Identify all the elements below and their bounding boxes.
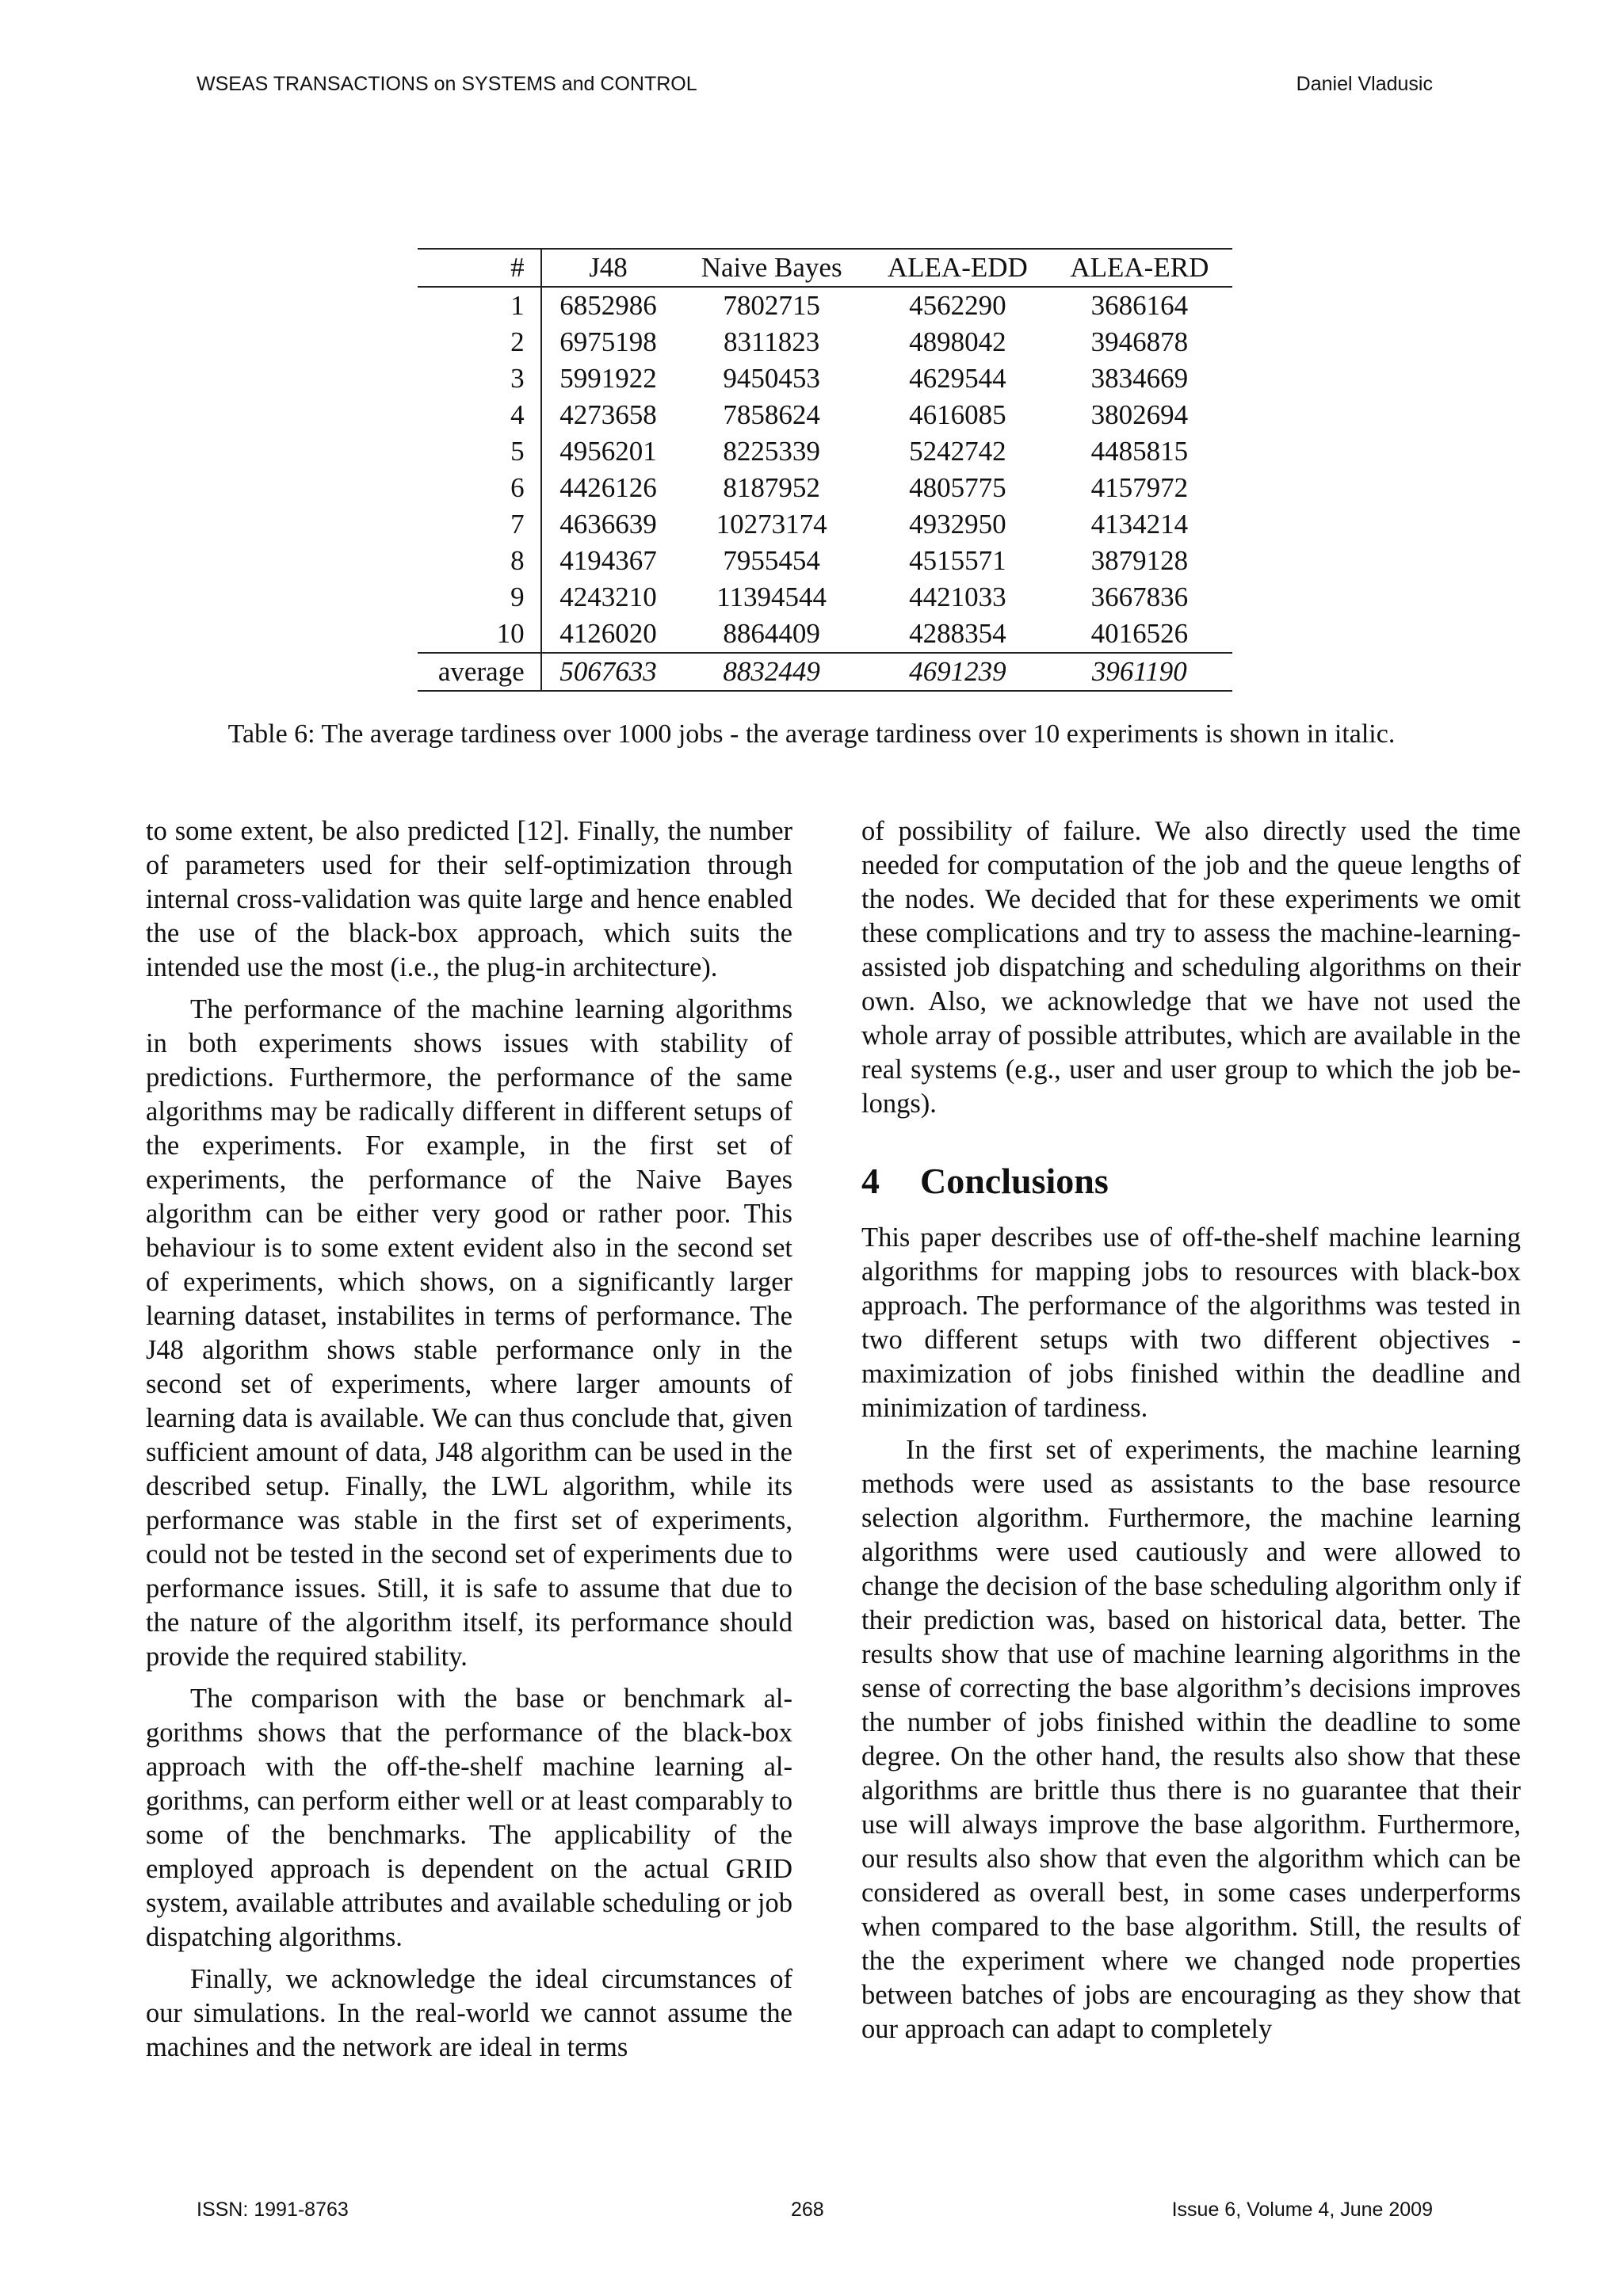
right-column (861, 814, 1521, 2054)
table-row (418, 616, 1232, 653)
cell-alea-edd: 4898042 (909, 326, 1006, 357)
row-index: 2 (418, 324, 541, 360)
cell-alea-erd: 3946878 (1090, 326, 1189, 357)
cell-alea-edd: 4805775 (909, 472, 1006, 503)
left-column (146, 814, 792, 2073)
row-index: 1 (418, 287, 541, 324)
row-index: 3 (418, 360, 541, 397)
column-header-naive-bayes: Naive Bayes (701, 252, 842, 283)
cell-j48: 4194367 (559, 545, 657, 576)
cell-j48: 6852986 (559, 290, 657, 321)
table-row (418, 470, 1232, 506)
average-label: average (418, 653, 541, 691)
cell-alea-erd: 3802694 (1090, 399, 1189, 430)
row-index: 7 (418, 506, 541, 543)
paragraph: The performance of the machine learning algorithms in both experiments shows issues with stability of predictions. Furthermore, the performance of the same algorithms may be radically different in different setups of the experiments. For example, in the first set of experiments, the performance of the Naive Bayes algorithm can be either very good or rather poor. This behaviour is to some extent evident also in the second set of experiments, which shows, on a significantly larger learning dataset, instabilites in terms of performance. The J48 algorithm shows stable performance only in the second set of experiments, where larger amounts of learning data is available. We can thus conclude that, given sufficient amount of data, J48 algorithm can be used in the described setup. Finally, the LWL algorithm, while its performance was stable in the first set of experiments, could not be tested in the second set of experiments due to performance issues. Still, it is safe to assume that due to the nature of the algorithm itself, its performance should provide the required stability. (146, 994, 792, 1672)
cell-alea-erd: 4134214 (1090, 509, 1189, 540)
tardiness-table (418, 248, 1232, 692)
cell-naive-bayes: 10273174 (716, 509, 827, 540)
cell-alea-edd: 4616085 (909, 399, 1006, 430)
cell-j48: 4243210 (559, 582, 657, 612)
average-alea-erd: 3961190 (1091, 656, 1187, 687)
cell-alea-edd: 4932950 (909, 509, 1006, 540)
journal-title: WSEAS TRANSACTIONS on SYSTEMS and CONTROL (197, 73, 697, 95)
cell-j48: 5991922 (559, 363, 657, 394)
cell-naive-bayes: 8311823 (724, 326, 820, 357)
issn: ISSN: 1991-8763 (197, 2199, 349, 2221)
issue-info: Issue 6, Volume 4, June 2009 (1171, 2199, 1433, 2221)
cell-naive-bayes: 8225339 (723, 436, 820, 467)
average-j48: 5067633 (559, 656, 657, 687)
table-row (418, 543, 1232, 579)
cell-naive-bayes: 8187952 (723, 472, 820, 503)
cell-naive-bayes: 7858624 (723, 399, 820, 430)
section-heading-conclusions (861, 1159, 1521, 1203)
column-header-alea-erd: ALEA-ERD (1070, 252, 1209, 283)
cell-alea-edd: 4562290 (909, 290, 1006, 321)
table-row (418, 506, 1232, 543)
section-title: Conclusions (920, 1161, 1109, 1201)
running-header (197, 73, 1433, 97)
table-header-row (418, 249, 1232, 287)
cell-alea-edd: 4288354 (909, 618, 1006, 649)
results-table-container (418, 248, 1232, 692)
cell-alea-erd: 3667836 (1090, 582, 1189, 612)
cell-j48: 4636639 (559, 509, 657, 540)
paragraph: Finally, we acknowledge the ideal circumstances of our simulations. In the real-world we cannot assume the machines and the network are ideal in terms (146, 1964, 792, 2062)
paragraph: In the first set of experiments, the machine learning methods were used as assistants to the base resource selection algorithm. Furthermore, the machine learning algorithms were used cautiously and were allowed to change the decision of the base scheduling algorithm only if their prediction was, based on historical data, better. The results show that use of machine learning algorithms in the sense of correcting the base algorithm’s decisions improves the number of jobs finished within the deadline to some degree. On the other hand, the results also show that these algorithms are brittle thus there is no guarantee that their use will always improve the base algorithm. Furthermore, our results also show that even the algorithm which can be considered as overall best, in some cases underperforms when compared to the base algorithm. Still, the results of the the experiment where we changed node properties between batches of jobs are encouraging as they show that our approach can adapt to completely (861, 1435, 1521, 2044)
cell-alea-edd: 4629544 (909, 363, 1006, 394)
cell-j48: 4273658 (559, 399, 657, 430)
cell-naive-bayes: 7802715 (723, 290, 820, 321)
paragraph: to some extent, be also predicted [12]. Finally, the number of parameters used for their self-optimization through internal cross-validation was quite large and hence enabled the use of the black-box approach, which suits the intended use the most (i.e., the plug-in architecture). (146, 816, 792, 982)
cell-alea-edd: 4421033 (909, 582, 1006, 612)
column-header-index: # (418, 249, 541, 287)
row-index: 6 (418, 470, 541, 506)
table-caption: Table 6: The average tardiness over 1000 jobs - the average tardiness over 10 experiments is shown in italic. (227, 719, 1396, 749)
table-row (418, 579, 1232, 616)
author-name: Daniel Vladusic (1296, 73, 1433, 95)
row-index: 4 (418, 397, 541, 433)
section-number: 4 (861, 1161, 880, 1201)
cell-naive-bayes: 11394544 (716, 582, 827, 612)
cell-naive-bayes: 7955454 (723, 545, 820, 576)
cell-j48: 4126020 (559, 618, 657, 649)
row-index: 9 (418, 579, 541, 616)
page-number: 268 (791, 2199, 824, 2221)
cell-alea-erd: 4157972 (1090, 472, 1189, 503)
cell-alea-erd: 4016526 (1090, 618, 1189, 649)
table-average-row (418, 653, 1232, 691)
row-index: 8 (418, 543, 541, 579)
cell-alea-erd: 3686164 (1090, 290, 1189, 321)
paragraph: The comparison with the base or benchmark algorithms shows that the performance of the black-box approach with the off-the-shelf machine learning algorithms, can perform either well or at least comparably to some of the benchmarks. The applicability of the employed approach is dependent on the actual GRID system, available attributes and available scheduling or job dispatching algorithms. (146, 1684, 792, 1952)
cell-alea-edd: 5242742 (909, 436, 1006, 467)
cell-alea-erd: 4485815 (1090, 436, 1189, 467)
cell-j48: 4956201 (559, 436, 657, 467)
table-row (418, 324, 1232, 360)
cell-alea-erd: 3834669 (1090, 363, 1189, 394)
row-index: 5 (418, 433, 541, 470)
table-row (418, 287, 1232, 324)
cell-alea-erd: 3879128 (1090, 545, 1189, 576)
column-header-alea-edd: ALEA-EDD (887, 252, 1028, 283)
average-naive-bayes: 8832449 (723, 656, 820, 687)
table-row (418, 433, 1232, 470)
cell-naive-bayes: 8864409 (723, 618, 820, 649)
table-row (418, 360, 1232, 397)
paragraph: of possibility of failure. We also directly used the time needed for computation of the job and the queue lengths of the nodes. We decided that for these experiments we omit these complications and try to assess the machine-learning-assisted job dispatching and scheduling algorithms on their own. Also, we acknowledge that we have not used the whole array of possible attributes, which are available in the real systems (e.g., user and user group to which the job belongs). (861, 816, 1521, 1119)
average-alea-edd: 4691239 (909, 656, 1006, 687)
table-row (418, 397, 1232, 433)
cell-naive-bayes: 9450453 (723, 363, 820, 394)
cell-alea-edd: 4515571 (909, 545, 1006, 576)
paragraph: This paper describes use of off-the-shelf machine learning algorithms for mapping jobs to resources with black-box approach. The performance of the algorithms was tested in two different setups with two different objectives - maximization of jobs finished within the deadline and minimization of tardiness. (861, 1222, 1521, 1423)
row-index: 10 (418, 616, 541, 653)
cell-j48: 6975198 (559, 326, 657, 357)
running-footer (197, 2199, 1433, 2222)
cell-j48: 4426126 (559, 472, 657, 503)
column-header-j48: J48 (589, 252, 628, 283)
